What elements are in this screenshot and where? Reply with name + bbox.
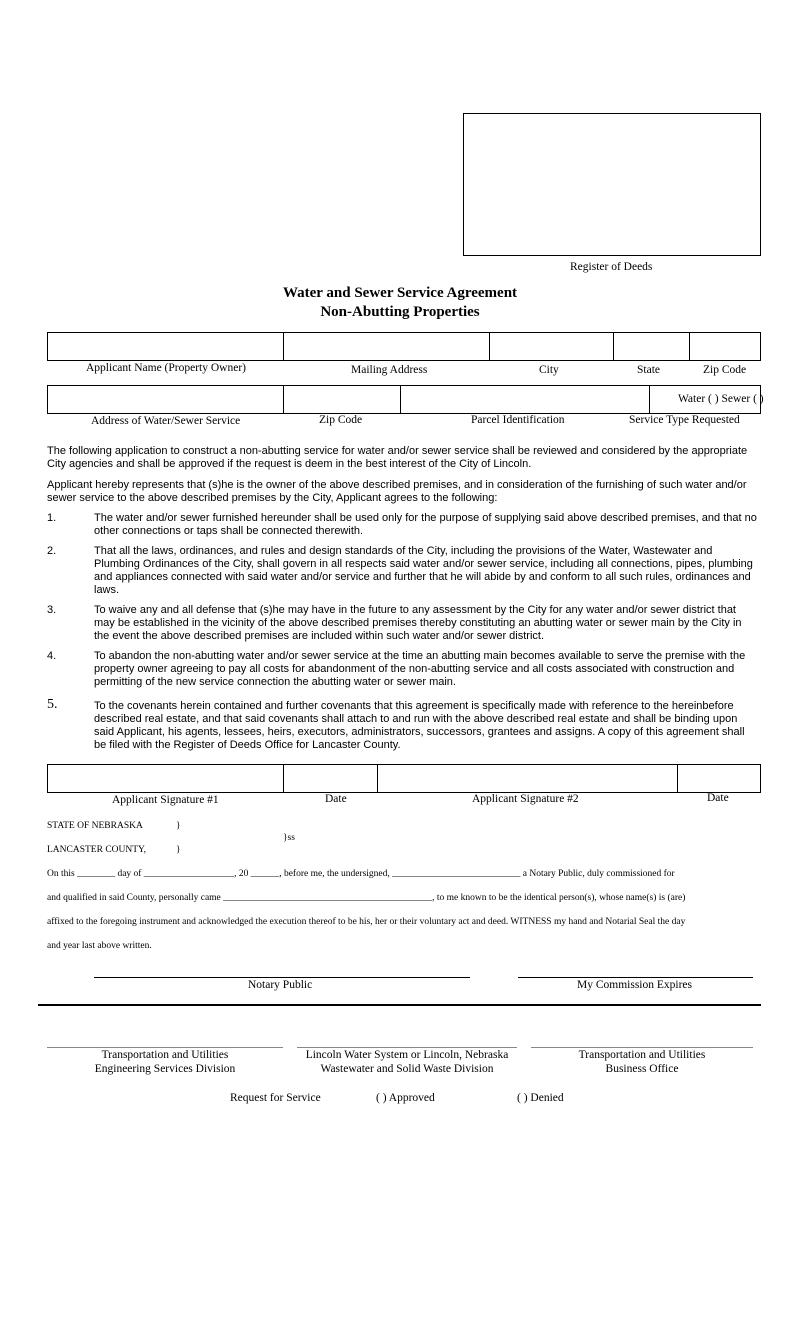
service-zip-label: Zip Code	[319, 414, 363, 426]
service-zip-field[interactable]	[284, 386, 401, 413]
date-2-label: Date	[707, 792, 729, 804]
lancaster-county: LANCASTER COUNTY,	[47, 845, 147, 855]
notary-line-3: affixed to the foregoing instrument and acknowledged the execution thereof to be his, her or their voluntary act and deed. WITNESS my hand and Notarial Seal the day	[47, 917, 686, 927]
city-label: City	[539, 364, 559, 376]
applicant-signature-1-field[interactable]	[48, 765, 284, 792]
division-2-label	[287, 1048, 527, 1076]
term-item	[47, 604, 759, 643]
term-text: To the covenants herein contained and further covenants that this agreement is specifically made with reference to the hereinbefore described real estate, and that said covenants shall attach to and run with the above described real estate and shall be binding upon said Applicant, his agents, lessees, heirs, executors, administrators, successors, grantees and assigns. A copy of this agreement shall be filed with the Register of Deeds Office for Lancaster County.	[94, 700, 745, 751]
signature-row	[47, 764, 761, 793]
term-number: 2.	[47, 545, 57, 557]
term-item	[47, 697, 759, 752]
applicant-signature-1-label: Applicant Signature #1	[112, 794, 219, 806]
term-number: 5.	[47, 697, 58, 712]
state-field[interactable]	[614, 333, 690, 360]
venue-brace-1: }	[176, 821, 181, 831]
title-line-2: Non-Abutting Properties	[320, 304, 480, 320]
term-text: To waive any and all defense that (s)he may have in the future to any assessment by the City for any water and/or sewer district that may be established in the vicinity of the above described premises thereby constituting an abutting water or sewer main by the City in the event the above described premises are included within such water and/or sewer district.	[94, 604, 742, 642]
applicant-signature-2-field[interactable]	[378, 765, 678, 792]
recording-stamp-box	[463, 113, 761, 256]
notary-line-1: On this ________ day of ___________________, 20 ______, before me, the undersigned, ___________________________ a Notary Public, duly commissioned for	[47, 869, 675, 879]
division-3-label	[531, 1048, 753, 1076]
service-info-row	[47, 385, 764, 414]
applicant-name-field[interactable]	[48, 333, 284, 360]
request-for-service-label: Request for Service	[230, 1092, 321, 1104]
document-title	[0, 284, 800, 322]
division-1-line-2: Engineering Services Division	[94, 1063, 236, 1075]
commission-expires-line[interactable]	[518, 977, 753, 978]
date-1-field[interactable]	[284, 765, 378, 792]
term-item	[47, 512, 759, 538]
parcel-id-field[interactable]	[401, 386, 650, 413]
notary-line-4: and year last above written.	[47, 941, 152, 951]
approved-checkbox[interactable]: ( ) Approved	[376, 1092, 435, 1104]
service-type-field[interactable]	[650, 386, 764, 413]
service-address-field[interactable]	[48, 386, 284, 413]
notary-public-signature-line[interactable]	[94, 977, 470, 978]
notary-public-label: Notary Public	[248, 979, 313, 991]
term-text: To abandon the non-abutting water and/or sewer service at the time an abutting main becomes available to serve the premise with the property owner agreeing to pay all costs for abandonment of the non-abutting service and all costs associated with construction and permitting of the new service connection the abutting water or sewer main.	[94, 650, 746, 688]
division-3-line-2: Business Office	[605, 1063, 679, 1075]
mailing-address-field[interactable]	[284, 333, 490, 360]
ss-mark: }ss	[283, 833, 295, 843]
division-1-label	[47, 1048, 283, 1076]
term-text: The water and/or sewer furnished hereunder shall be used only for the purpose of supplying said above described premises, and that no other connections or taps shall be connected therewith.	[94, 512, 757, 537]
venue-brace-2: }	[176, 845, 181, 855]
commission-expires-label: My Commission Expires	[577, 979, 693, 991]
state-label: State	[637, 364, 660, 376]
state-of-nebraska: STATE OF NEBRASKA	[47, 821, 143, 831]
term-number: 1.	[47, 512, 57, 524]
intro-paragraph-1: The following application to construct a non-abutting service for water and/or sewer service shall be reviewed and considered by the appropriate City agencies and shall be approved if the request is deem in the best interest of the City of Lincoln.	[47, 445, 748, 470]
division-2-line-1: Lincoln Water System or Lincoln, Nebraska	[305, 1049, 509, 1061]
notary-line-2: and qualified in said County, personally came ____________________________________________, to me known to be the identical person(s), whose name(s) is (are)	[47, 893, 686, 903]
zip-code-label: Zip Code	[703, 364, 747, 376]
service-type-label: Service Type Requested	[629, 414, 740, 426]
service-address-label: Address of Water/Sewer Service	[91, 415, 241, 427]
term-item	[47, 650, 759, 689]
zip-code-field[interactable]	[690, 333, 761, 360]
parcel-id-label: Parcel Identification	[471, 414, 565, 426]
service-type-options[interactable]: Water ( ) Sewer ( )	[678, 393, 764, 405]
division-1-line-1: Transportation and Utilities	[101, 1049, 229, 1061]
term-number: 3.	[47, 604, 57, 616]
intro-paragraph-2: Applicant hereby represents that (s)he is the owner of the above described premises, and in consideration of the furnishing of such water and/or sewer service to the above described premises by the City, Applicant agrees to the following:	[47, 479, 747, 504]
denied-checkbox[interactable]: ( ) Denied	[517, 1092, 564, 1104]
applicant-name-label: Applicant Name (Property Owner)	[86, 362, 246, 374]
register-of-deeds-label: Register of Deeds	[570, 261, 653, 273]
division-3-line-1: Transportation and Utilities	[578, 1049, 706, 1061]
mailing-address-label: Mailing Address	[351, 364, 428, 376]
applicant-signature-2-label: Applicant Signature #2	[472, 793, 579, 805]
date-2-field[interactable]	[678, 765, 761, 792]
city-field[interactable]	[490, 333, 614, 360]
title-line-1: Water and Sewer Service Agreement	[282, 285, 518, 301]
division-2-line-2: Wastewater and Solid Waste Division	[320, 1063, 494, 1075]
applicant-info-row	[47, 332, 761, 361]
term-item	[47, 545, 759, 597]
term-number: 4.	[47, 650, 57, 662]
term-text: That all the laws, ordinances, and rules and design standards of the City, including the provisions of the Water, Wastewater and Plumbing Ordinances of the City, shall govern in all respects said water and/or sewer service, including all connections, pipes, plumbing and appliances connected with said water and/or service and further that he will abide by and conform to all such rules, ordinances and laws.	[94, 545, 753, 596]
section-divider	[38, 1004, 761, 1006]
date-1-label: Date	[325, 793, 347, 805]
